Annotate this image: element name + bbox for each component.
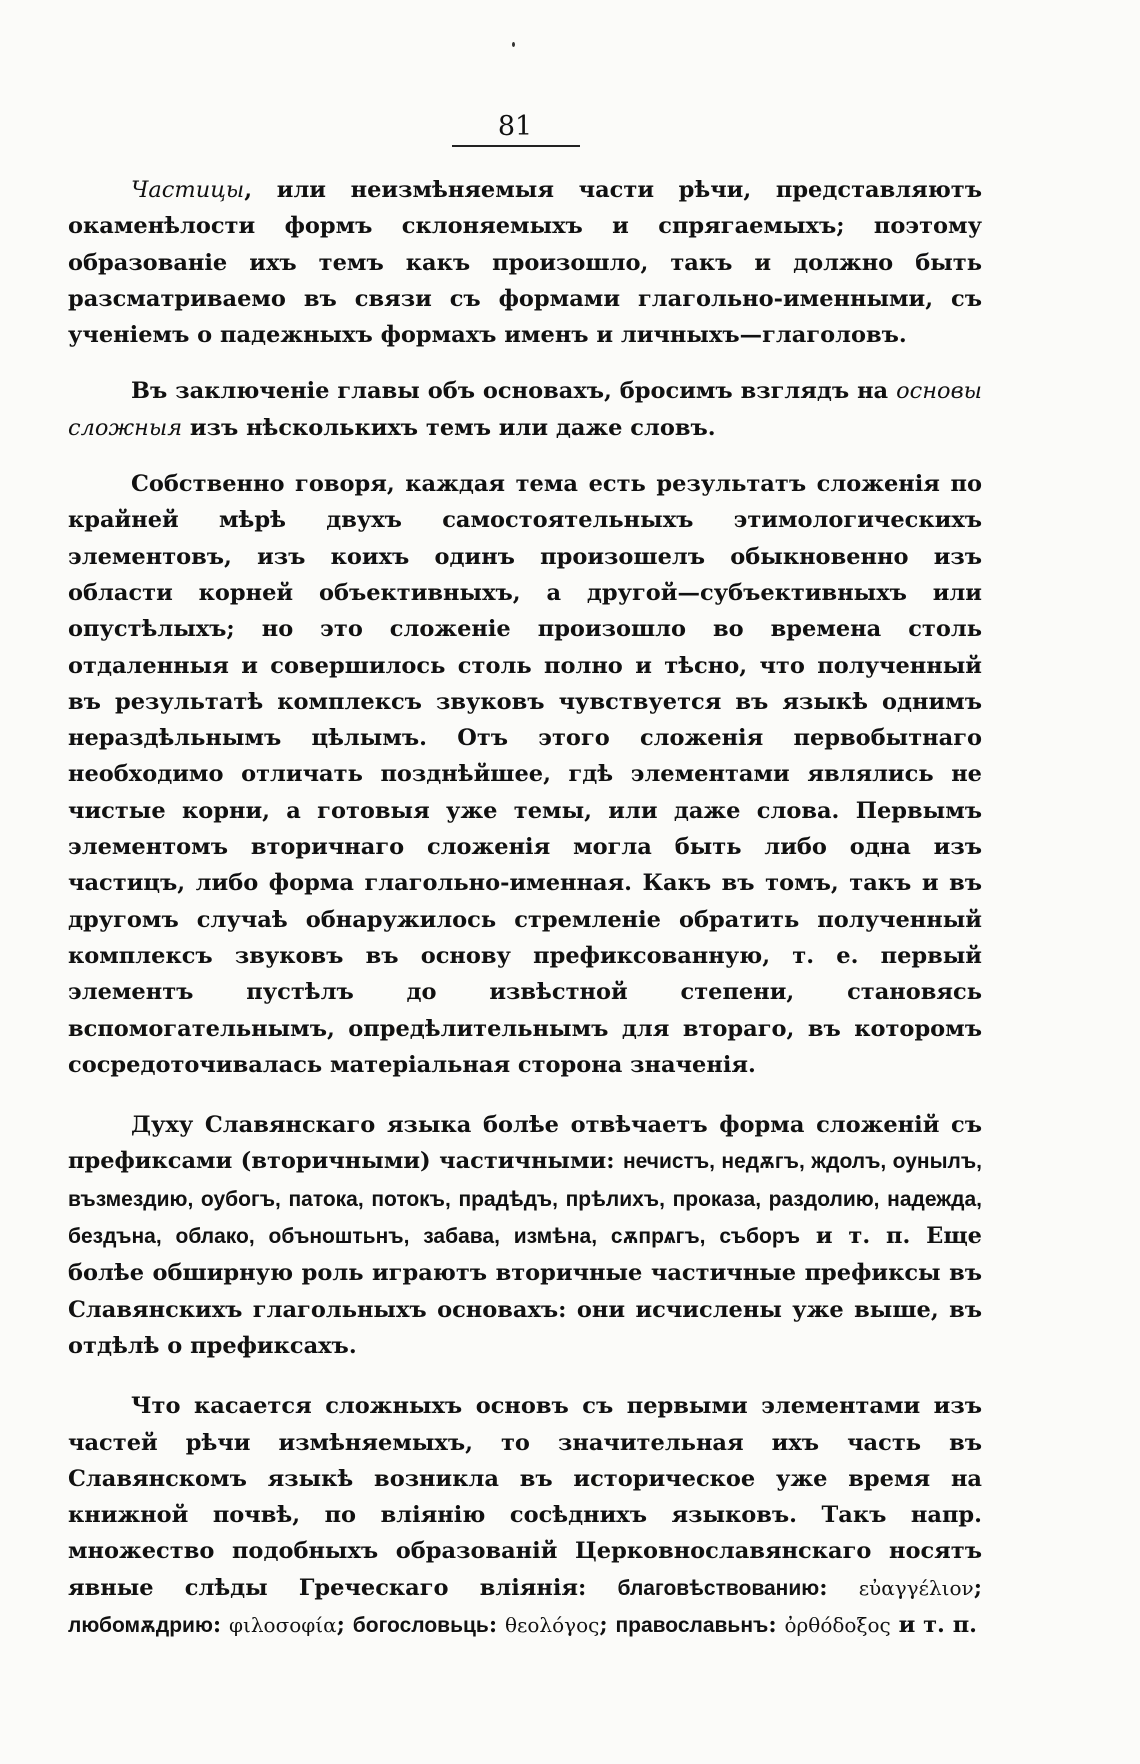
body-text — [68, 172, 982, 1644]
greek-term: θεολόγος — [504, 1612, 600, 1637]
paragraph-text: Въ заключеніе главы объ основахъ, бросимъ взглядъ на — [131, 378, 897, 405]
paragraph-text: изъ нѣсколькихъ темъ или даже словъ. — [182, 414, 716, 441]
page-number: 81 — [497, 111, 533, 142]
slavonic-term: православьнъ — [615, 1613, 769, 1637]
paragraph-particles — [68, 172, 982, 353]
paragraph-text: Собственно говоря, каждая тема есть результатъ сложенія по крайней мѣрѣ двухъ самостоятельныхъ этимологическихъ элементовъ, изъ коихъ одинъ произошелъ обыкновенно изъ области корней объективныхъ, а другой—субъективныхъ или опустѣлыхъ; но это сложеніе произошло во времена столь отдаленныя и совершилось столь полно и тѣсно, что полученный въ результатѣ комплексъ звуковъ чувствуется въ языкѣ однимъ нераздѣльнымъ цѣлымъ. Отъ этого сложенія первобытнаго необходимо отличать позднѣйшее, гдѣ элементами являлись не чистые корни, а готовыя уже темы, или даже слова. Первымъ элементомъ вторичнаго сложенія могла быть либо одна изъ частицъ, либо форма глагольно-именная. Какъ въ томъ, такъ и въ другомъ случаѣ обнаружилось стремленіе обратить полученный комплексъ звуковъ въ основу префиксованную, т. е. первый элементъ пустѣлъ до извѣстной степени, становясь вспомогательнымъ, опредѣлительнымъ для втораго, въ которомъ сосредоточивалась матеріальная сторона значенія. — [68, 471, 982, 1078]
slavonic-term: любомѫдрию — [68, 1613, 213, 1637]
italic-term-compound-stems: основы сложныя — [68, 378, 982, 441]
paragraph-text: Духу Славянскаго языка болѣе отвѣчаетъ форма сложеній съ префиксами (вторичными) частичными: — [68, 1112, 982, 1175]
italic-term-particles: Частицы — [131, 177, 245, 203]
paragraph-greek-influence: Что касается сложныхъ основъ съ первыми элементами изъ частей рѣчи измѣняемыхъ, то значительная ихъ часть въ Славянскомъ языкѣ возникла въ историческое уже время на книжной почвѣ, по вліянію сосѣднихъ языковъ. Такъ напр. множество подобныхъ образованій Церковнославянскаго носятъ явные слѣды Греческаго вліянія: благовѣствованию: εὐαγγέλιον; любомѫдрию: φιλοσοφία; богословьць: θεολόγος; православьнъ: ὀρθόδοξος и т. п. — [68, 1393, 983, 1638]
greek-term: φιλοσοφία — [229, 1612, 337, 1637]
print-speck — [512, 42, 515, 47]
paragraph-text: Что касается сложныхъ основъ съ первыми элементами изъ частей рѣчи измѣняемыхъ, то значительная ихъ часть въ Славянскомъ языкѣ возникла въ историческое уже время на книжной почвѣ, по вліянію сосѣднихъ языковъ. Такъ напр. множество подобныхъ образованій Церковнославянскаго носятъ явные слѣды Греческаго вліянія: — [68, 1393, 982, 1601]
paragraph-text: , или неизмѣняемыя части рѣчи, представляютъ окаменѣлости формъ склоняемыхъ и спрягаемыхъ; поэтому образованіе ихъ темъ какъ произошло, такъ и должно быть разсматриваемо въ связи съ формами глагольно-именными, съ ученіемъ о падежныхъ формахъ именъ и личныхъ—глаголовъ. — [68, 177, 982, 349]
slavonic-examples: нечистъ, недѫгъ, ждолъ, оунылъ, възмездию, оубогъ, патока, потокъ, прадѣдъ, прѣлихъ, проказа, раздолию, надежда, бездъна, облако, объноштьнъ, забава, измѣна, сѫпрѧгъ, съборъ — [68, 1150, 982, 1249]
paragraph-theme-composition — [68, 466, 982, 1083]
slavonic-term: благовѣствованию — [617, 1576, 820, 1600]
greek-term: εὐαγγέλιον — [858, 1575, 974, 1600]
paragraph-compound-intro — [68, 373, 982, 446]
page-number-rule — [452, 145, 580, 147]
paragraph-prefix-compounds — [68, 1107, 982, 1364]
slavonic-term: богословьць — [352, 1613, 489, 1637]
paragraph-ending: и т. п. — [898, 1611, 977, 1638]
greek-term: ὀρθόδοξος — [784, 1612, 891, 1637]
paragraph-text: и т. п. Еще болѣе обширную роль играютъ вторичные частичные префиксы въ Славянскихъ глагольныхъ основахъ: они исчислены уже выше, въ отдѣлѣ о префиксахъ. — [68, 1223, 982, 1359]
